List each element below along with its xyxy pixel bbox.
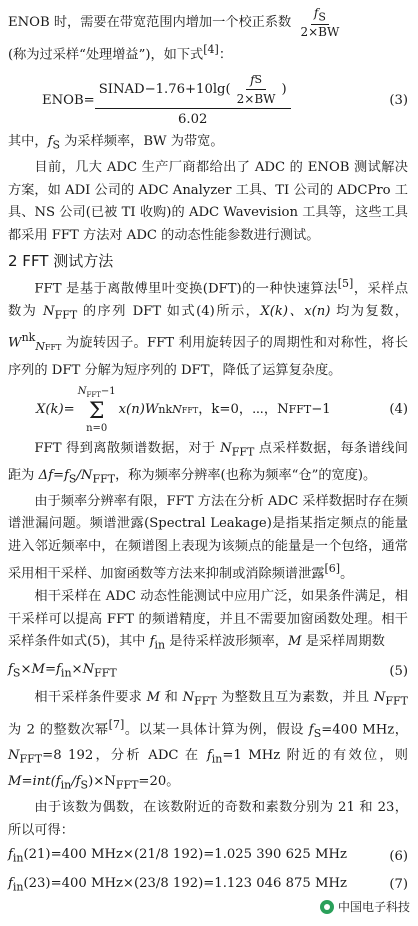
- equation-number-7: (7): [389, 877, 408, 893]
- equation-5: $f_S\times M=f_{in}\times N_{FFT}$ (5): [8, 659, 408, 685]
- paragraph-even-number: 由于该数为偶数，在该数附近的奇数和素数分别为 21 和 23，所以可得：: [8, 800, 408, 838]
- paragraph-spectral-leakage: 由于频率分辨率有限，FFT 方法在分析 ADC 采样数据时存在频谱泄漏问题。频谱泄露(Spectral Leakage)是指某指定频点的能量进入邻近频率中，在频谱图上表现为该频点的能量是一个包络，通常采用相干采样、加窗函数等方法来抑制或消除频谱泄露[6]。: [8, 493, 408, 582]
- equation-number-4: (4): [389, 402, 408, 418]
- wechat-logo-icon: [320, 900, 334, 914]
- equation-4: X(k)= $N_{FFT}-1$ Σ n=0 x(n) W nk NFFT ，k=0，⋯，N FFT −1 (4): [36, 386, 408, 435]
- equation-number-5: (5): [389, 664, 408, 680]
- summation-symbol: $N_{FFT}-1$ Σ n=0: [77, 386, 116, 435]
- equation-6: $f_{in}(21)=400$ MHz×(21/8 192)=1.025 390 625 MHz (6): [8, 844, 408, 870]
- paragraph-enob-correction: ENOB 时，需要在带宽范围内增加一个校正系数 $\frac{f_S}{2\times BW}$ (称为过采样“处理增益”)，如下式[4]：: [8, 6, 408, 67]
- paragraph-vendor-tools: 目前，几大 ADC 生产厂商都给出了 ADC 的 ENOB 测试解决方案，如 ADI 公司的 ADC Analyzer 工具、TI 公司的 ADCPro 工具、NS 公司(已被 TI 收购)的 ADC Wavevision 工具等，这些工具都采用 FFT 方法对 ADC 的动态性能参数进行测试。: [8, 160, 408, 243]
- equation-number-3: (3): [389, 93, 408, 109]
- watermark: [318, 896, 412, 919]
- equation-number-6: (6): [389, 849, 408, 865]
- paragraph-frequency-resolution: FFT 得到离散频谱数据，对于 $N_{FFT}$ 点采样数据，每条谱线间距为 $\Delta f=f_S/N_{FFT}$，称为频率分辨率(也称为频率“仓”的宽度)。: [8, 441, 408, 486]
- fraction-fs-over-2bw: $\frac{f_S}{2\times BW}$: [300, 6, 340, 40]
- paragraph-where: 其中，$f_S$ 为采样频率，BW 为带宽。: [8, 134, 224, 152]
- eq3-lhs: ENOB=: [42, 93, 95, 109]
- eq4-lhs: X(k)=: [36, 402, 75, 418]
- watermark-text: 中国电子科技: [337, 899, 410, 914]
- equation-3: [8, 73, 408, 129]
- section-heading-fft: 2 FFT 测试方法: [8, 252, 114, 271]
- paragraph-coherent-sampling: 相干采样在 ADC 动态性能测试中应用广泛，如果条件满足，相干采样可以提高 FFT 的频谱精度，并且不需要加窗函数处理。相干采样条件如式(5)，其中 $f_{in}$ 是待采样波形频率，M 是采样周期数: [8, 589, 408, 652]
- paragraph-fft-intro: FFT 是基于离散傅里叶变换(DFT)的一种快速算法[5]，采样点数为 $N_{FFT}$ 的序列 DFT 如式(4)所示，X(k)、x(n) 均为复数，$W^{nk}_{NFFT}$ 为旋转因子。FFT 利用旋转因子的周期性和对称性，将长序列的 DFT 分解为短序列的 DFT，降低了运算复杂度。: [8, 277, 409, 378]
- paragraph-coherent-conditions: 相干采样条件要求 M 和 $N_{FFT}$ 为整数且互为素数，并且 $N_{FFT}$ 为 2 的整数次幂[7]。以某一具体计算为例，假设 $f_S=400$ MHz，$N_{FFT}=8$ 192，分析 ADC 在 $f_{in}=1$ MHz 附近的有效位，则 $M=int(f_{in}/f_S)\times N_{FFT}=20$。: [8, 690, 408, 792]
- eq3-fraction: SINAD−1.76+10lg( f S 2×BW ) 6.02: [95, 73, 291, 129]
- equation-7: $f_{in}(23)=400$ MHz×(23/8 192)=1.123 046 875 MHz (7): [8, 873, 408, 899]
